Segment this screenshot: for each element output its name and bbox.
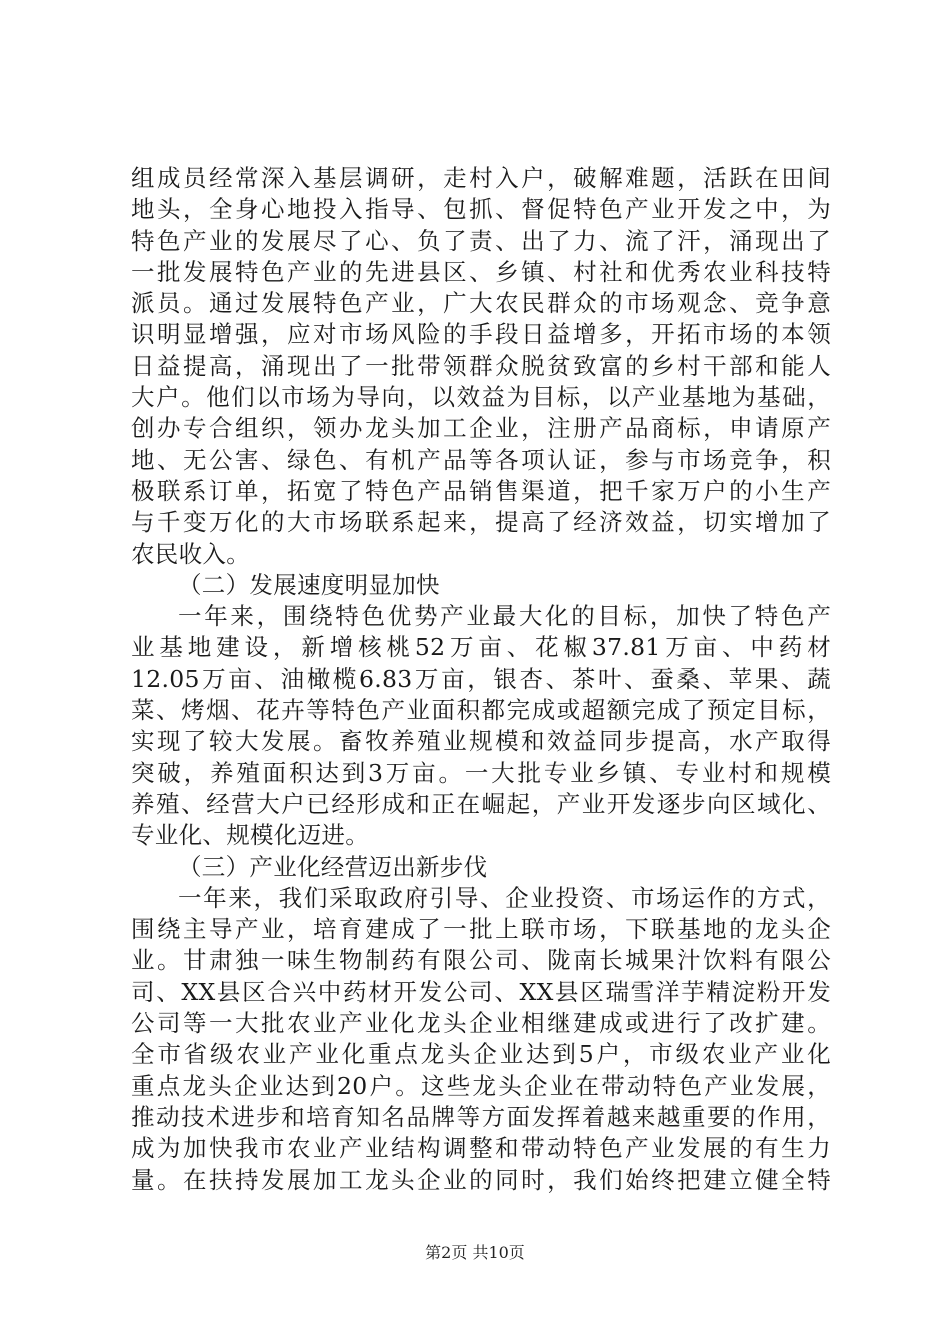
text-line: 养殖、经营大户已经形成和正在崛起，产业开发逐步向区域化、 [131,789,831,818]
text-line: 创办专合组织，领办龙头加工企业，注册产品商标，申请原产 [131,414,831,443]
text-line: 突破，养殖面积达到3万亩。一大批专业乡镇、专业村和规模 [131,758,831,787]
body-text [131,163,831,1196]
text-line: 菜、烤烟、花卉等特色产业面积都完成或超额完成了预定目标， [131,696,831,725]
text-line: 12.05万亩、油橄榄6.83万亩，银杏、茶叶、蚕桑、苹果、蔬 [131,664,831,693]
text-line: 业基地建设，新增核桃52万亩、花椒37.81万亩、中药材 [131,633,831,662]
section-heading: （三）产业化经营迈出新步伐 [178,852,488,881]
text-line: 专业化、规模化迈进。 [131,821,369,850]
text-line: 量。在扶持发展加工龙头企业的同时，我们始终把建立健全特 [131,1165,831,1194]
text-line: 大户。他们以市场为导向，以效益为目标，以产业基地为基础， [131,383,831,412]
text-line: 特色产业的发展尽了心、负了责、出了力、流了汗，涌现出了 [131,226,831,255]
text-line: 与千变万化的大市场联系起来，提高了经济效益，切实增加了 [131,508,831,537]
text-line: 业。甘肃独一味生物制药有限公司、陇南长城果汁饮料有限公 [131,946,831,975]
text-line: 一年来，围绕特色优势产业最大化的目标，加快了特色产 [178,602,831,631]
text-line: 推动技术进步和培育知名品牌等方面发挥着越来越重要的作用， [131,1102,831,1131]
text-line: 地、无公害、绿色、有机产品等各项认证，参与市场竞争，积 [131,445,831,474]
text-line: 地头，全身心地投入指导、包抓、督促特色产业开发之中，为 [131,195,831,224]
page-number-footer: 第2页 共10页 [425,1243,525,1262]
text-line: 派员。通过发展特色产业，广大农民群众的市场观念、竞争意 [131,289,831,318]
text-line: 极联系订单，拓宽了特色产品销售渠道，把千家万户的小生产 [131,476,831,505]
text-line: 实现了较大发展。畜牧养殖业规模和效益同步提高，水产取得 [131,727,831,756]
text-line: 日益提高，涌现出了一批带领群众脱贫致富的乡村干部和能人 [131,351,831,380]
text-line: 一批发展特色产业的先进县区、乡镇、村社和优秀农业科技特 [131,257,831,286]
text-line: 全市省级农业产业化重点龙头企业达到5户，市级农业产业化 [131,1040,831,1069]
text-line: 成为加快我市农业产业结构调整和带动特色产业发展的有生力 [131,1134,831,1163]
section-heading: （二）发展速度明显加快 [178,570,440,599]
text-line: 围绕主导产业，培育建成了一批上联市场，下联基地的龙头企 [131,915,831,944]
text-line: 重点龙头企业达到20户。这些龙头企业在带动特色产业发展， [131,1071,831,1100]
text-line: 组成员经常深入基层调研，走村入户，破解难题，活跃在田间 [131,164,831,192]
text-line: 识明显增强，应对市场风险的手段日益增多，开拓市场的本领 [131,320,831,349]
text-line: 农民收入。 [131,539,250,568]
text-line: 司、XX县区合兴中药材开发公司、XX县区瑞雪洋芋精淀粉开发 [131,977,831,1006]
text-line: 一年来，我们采取政府引导、企业投资、市场运作的方式， [178,883,831,912]
text-line: 公司等一大批农业产业化龙头企业相继建成或进行了改扩建。 [131,1009,831,1038]
